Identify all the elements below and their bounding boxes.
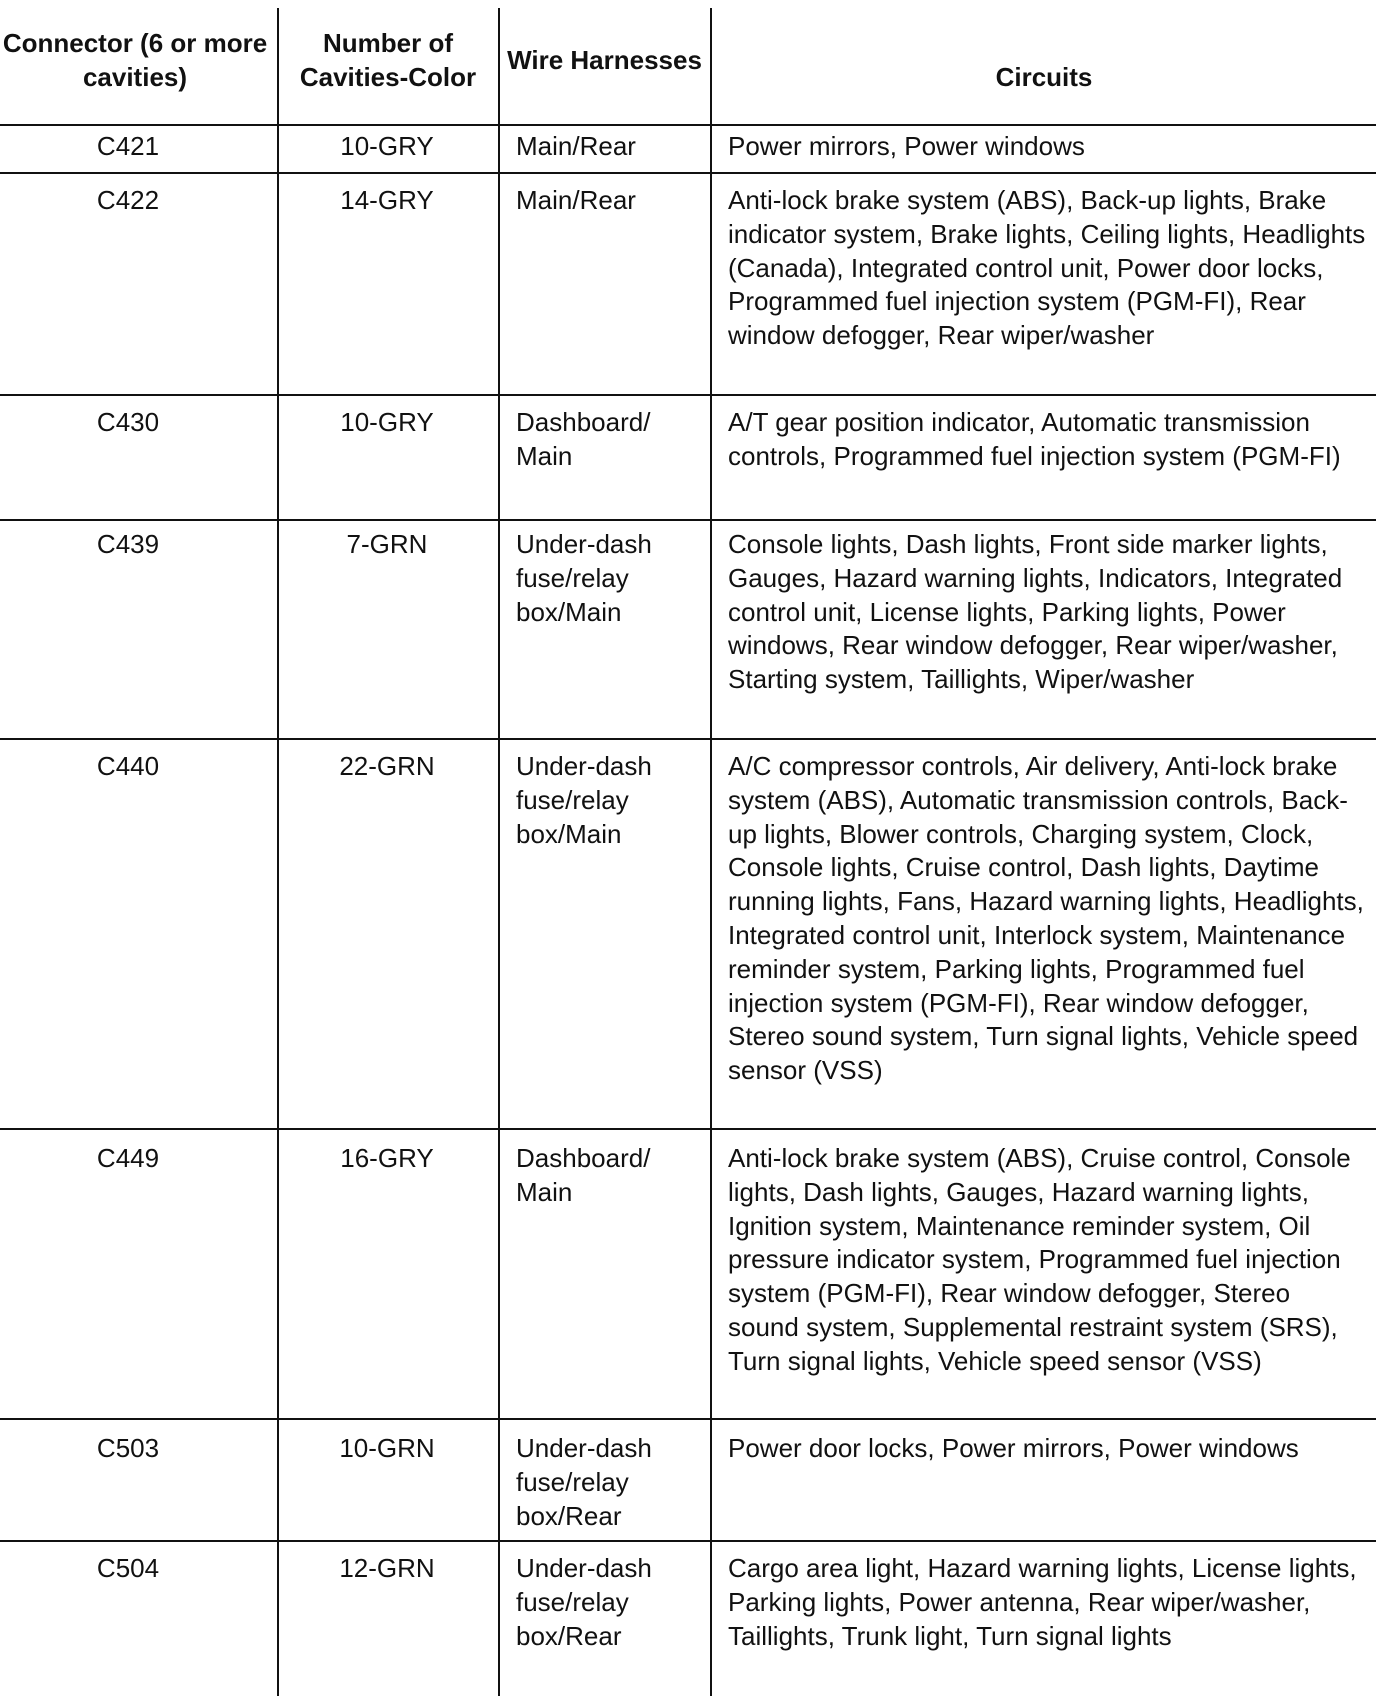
row-divider [0,172,1376,174]
cell-circuits: Power mirrors, Power windows [728,131,1085,161]
cell-cavities: 12-GRN [339,1553,435,1583]
cell-cavities: 16-GRY [340,1143,434,1173]
cell-connector: C449 [96,1143,160,1173]
header-cavities: Number of Cavities-Color [299,28,477,92]
cell-connector: C421 [96,131,160,161]
cell-circuits: Anti-lock brake system (ABS), Back-up lights, Brake indicator system, Brake lights, Ceiling lights, Headlights (Canada), Integrated control unit, Power door locks, Programmed fuel injection system (PGM-FI), Rear window defogger, Rear wiper/washer [728,185,1366,351]
cell-cavities: 7-GRN [346,529,428,559]
cell-circuits: Console lights, Dash lights, Front side marker lights, Gauges, Hazard warning lights, Indicators, Integrated control unit, License lights, Parking lights, Power windows, Rear window defogger, Rear wiper/washer, Starting system, Taillights, Wiper/washer [728,529,1343,695]
cell-cavities: 10-GRY [340,131,434,161]
cell-connector: C430 [96,407,160,437]
cell-connector: C439 [96,529,160,559]
row-divider [0,519,1376,521]
cell-cavities: 10-GRY [340,407,434,437]
row-divider [0,1128,1376,1130]
cell-harnesses: Under-dash fuse/relay box/Main [516,751,652,849]
cell-harnesses: Dashboard/ Main [516,407,651,471]
header-circuits: Circuits [995,62,1093,92]
row-divider [0,394,1376,396]
cell-harnesses: Dashboard/ Main [516,1143,651,1207]
cell-connector: C440 [96,751,160,781]
cell-circuits: Anti-lock brake system (ABS), Cruise control, Console lights, Dash lights, Gauges, Hazard warning lights, Ignition system, Maintenance reminder system, Oil pressure indicator system, Programmed fuel injection system (PGM-FI), Rear window defogger, Stereo sound system, Supplemental restraint system (SRS), Turn signal lights, Vehicle speed sensor (VSS) [728,1143,1351,1376]
row-divider [0,1418,1376,1420]
cell-connector: C422 [96,185,160,215]
cell-connector: C503 [96,1433,160,1463]
cell-harnesses: Under-dash fuse/relay box/Main [516,529,652,627]
cell-harnesses: Main/Rear [516,185,636,215]
cell-harnesses: Under-dash fuse/relay box/Rear [516,1553,652,1651]
cell-harnesses: Under-dash fuse/relay box/Rear [516,1433,652,1531]
cell-circuits: Power door locks, Power mirrors, Power windows [728,1433,1299,1463]
column-divider [498,8,500,1696]
cell-cavities: 22-GRN [339,751,435,781]
cell-circuits: Cargo area light, Hazard warning lights, License lights, Parking lights, Power antenna, Rear wiper/washer, Taillights, Trunk light, Turn signal lights [728,1553,1357,1651]
row-divider [0,738,1376,740]
column-divider [710,8,712,1696]
row-divider [0,124,1376,126]
row-divider [0,1540,1376,1542]
cell-harnesses: Main/Rear [516,131,636,161]
cell-cavities: 14-GRY [340,185,434,215]
cell-circuits: A/T gear position indicator, Automatic transmission controls, Programmed fuel injection system (PGM-FI) [728,407,1341,471]
header-harnesses: Wire Harnesses [507,45,702,75]
header-connector: Connector (6 or more cavities) [2,28,268,92]
cell-circuits: A/C compressor controls, Air delivery, Anti-lock brake system (ABS), Automatic transmission controls, Back-up lights, Blower controls, Charging system, Clock, Console lights, Cruise control, Dash lights, Daytime running lights, Fans, Hazard warning lights, Headlights, Integrated control unit, Interlock system, Maintenance reminder system, Parking lights, Programmed fuel injection system (PGM-FI), Rear window defogger, Stereo sound system, Turn signal lights, Vehicle speed sensor (VSS) [728,751,1364,1086]
cell-cavities: 10-GRN [339,1433,435,1463]
cell-connector: C504 [96,1553,160,1583]
